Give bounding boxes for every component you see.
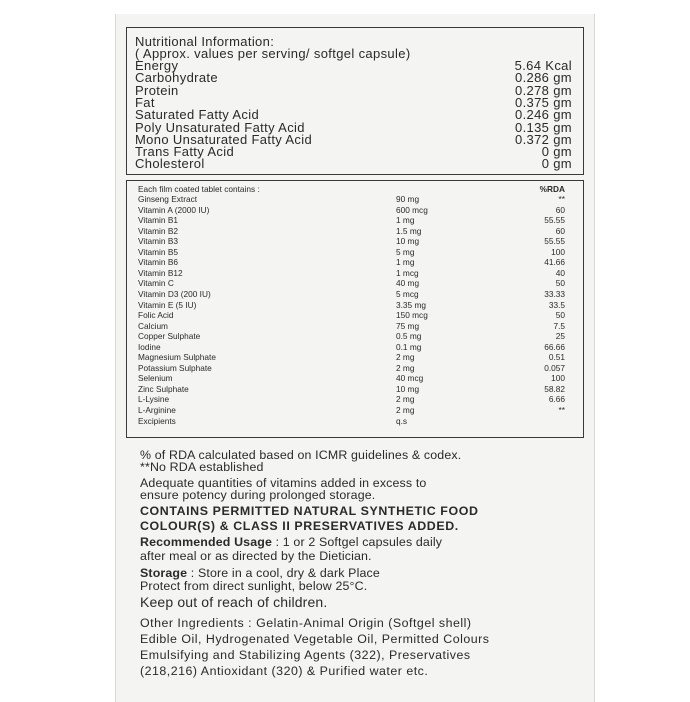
nutrient-name: Fat <box>135 94 155 110</box>
ingredient-name: Calcium <box>138 320 168 331</box>
ingredient-quantity: 5 mg <box>396 246 415 257</box>
other-ingredients-line-4: (218,216) Antioxidant (320) & Purified water etc. <box>140 664 429 678</box>
composition-header: Each film coated tablet contains : <box>138 184 260 194</box>
nutrient-name: Energy <box>135 58 179 73</box>
ingredient-rda: 25 <box>555 331 565 342</box>
ingredient-quantity: 150 mcg <box>396 310 428 321</box>
ingredient-name: Magnesium Sulphate <box>138 352 216 363</box>
nutrient-name: Saturated Fatty Acid <box>135 107 260 123</box>
ingredient-name: Vitamin A (2000 IU) <box>138 204 210 215</box>
ingredient-rda: ** <box>558 194 565 204</box>
no-rda-note: **No RDA established <box>140 460 264 474</box>
ingredient-quantity: 2 mg <box>396 405 415 415</box>
ingredient-quantity: q.s <box>396 415 408 426</box>
nutrient-value: 0 gm <box>541 144 572 160</box>
ingredient-quantity: 2 mg <box>396 394 415 405</box>
nutrient-name: Cholesterol <box>135 156 205 172</box>
nutrient-value: 0.135 gm <box>514 119 572 135</box>
usage-text: : 1 or 2 Softgel capsules daily <box>272 535 443 549</box>
ingredient-quantity: 75 mg <box>396 320 420 331</box>
ingredient-rda: 33.33 <box>544 288 565 299</box>
ingredient-quantity: 1 mg <box>396 215 415 226</box>
other-ingredients-line-2: Edible Oil, Hydrogenated Vegetable Oil, Permitted Colours <box>140 632 490 646</box>
ingredient-name: Zinc Sulphate <box>138 383 189 394</box>
ingredient-quantity: 10 mg <box>396 236 420 247</box>
ingredient-quantity: 10 mg <box>396 383 420 394</box>
ingredient-name: Folic Acid <box>138 310 174 321</box>
ingredient-name: Ginseng Extract <box>138 194 198 204</box>
nutrient-name: Protein <box>135 82 179 98</box>
ingredient-name: L-Arginine <box>138 405 176 415</box>
ingredient-quantity: 3.35 mg <box>396 299 426 310</box>
storage-label: Storage <box>140 566 188 580</box>
ingredient-rda: 58.82 <box>544 383 565 394</box>
ingredient-quantity: 90 mg <box>396 194 420 204</box>
ingredient-name: Vitamin B1 <box>138 215 178 226</box>
warning-line-2: COLOUR(S) & CLASS II PRESERVATIVES ADDED. <box>140 519 459 533</box>
ingredient-rda: 55.55 <box>544 215 565 226</box>
ingredient-rda: 6.66 <box>548 394 565 405</box>
rda-header: %RDA <box>539 184 565 194</box>
rda-note: % of RDA calculated based on ICMR guidelines & codex. <box>140 448 462 462</box>
nutrient-value: 5.64 Kcal <box>514 58 572 73</box>
ingredient-quantity: 2 mg <box>396 362 415 373</box>
ingredient-rda: 50 <box>555 278 565 289</box>
ingredient-name: Copper Sulphate <box>138 331 201 342</box>
ingredient-name: Vitamin B3 <box>138 236 178 247</box>
ingredient-name: Vitamin B2 <box>138 225 178 236</box>
storage-line-2: Protect from direct sunlight, below 25°C. <box>140 579 368 593</box>
nutrient-name: Trans Fatty Acid <box>135 144 235 160</box>
nutrient-value: 0 gm <box>541 156 572 172</box>
ingredient-quantity: 5 mcg <box>396 288 419 299</box>
ingredient-rda: 60 <box>555 204 565 215</box>
nutrient-value: 0.278 gm <box>514 82 572 98</box>
ingredient-quantity: 0.1 mg <box>396 341 422 352</box>
nutrient-value: 0.375 gm <box>514 94 572 110</box>
ingredient-quantity: 40 mcg <box>396 373 424 384</box>
usage-label: Recommended Usage <box>140 535 273 549</box>
ingredient-rda: 60 <box>555 225 565 236</box>
ingredient-rda: ** <box>558 405 565 415</box>
keep-out-of-reach: Keep out of reach of children. <box>140 594 328 610</box>
adequate-note-line-2: ensure potency during prolonged storage. <box>140 488 376 502</box>
ingredient-name: Vitamin D3 (200 IU) <box>138 288 211 299</box>
nutrient-name: Mono Unsaturated Fatty Acid <box>135 131 313 147</box>
ingredient-rda: 0.057 <box>544 362 565 373</box>
storage-text: : Store in a cool, dry & dark Place <box>187 566 380 580</box>
ingredient-rda: 100 <box>551 246 565 257</box>
ingredient-name: L-Lysine <box>138 394 170 405</box>
nutrient-value: 0.246 gm <box>514 107 572 123</box>
other-ingredients-line-1: Other Ingredients : Gelatin-Animal Origin (Softgel shell) <box>140 616 472 630</box>
ingredient-quantity: 600 mcg <box>396 204 428 215</box>
ingredient-name: Excipients <box>138 415 176 426</box>
ingredient-rda: 41.66 <box>544 257 565 268</box>
nutrient-value: 0.372 gm <box>514 131 572 147</box>
ingredient-name: Potassium Sulphate <box>138 362 212 373</box>
other-ingredients-line-3: Emulsifying and Stabilizing Agents (322), Preservatives <box>140 648 471 662</box>
nutrient-name: Poly Unsaturated Fatty Acid <box>135 119 305 135</box>
ingredient-name: Vitamin B6 <box>138 257 178 268</box>
ingredient-rda: 100 <box>551 373 565 384</box>
ingredient-rda: 50 <box>555 310 565 321</box>
ingredient-name: Iodine <box>138 341 161 352</box>
ingredient-quantity: 2 mg <box>396 352 415 363</box>
nutrient-value: 0.286 gm <box>514 70 572 86</box>
ingredient-rda: 40 <box>555 267 565 278</box>
ingredient-quantity: 0.5 mg <box>396 331 422 342</box>
ingredient-quantity: 1 mg <box>396 257 415 268</box>
ingredient-name: Vitamin B12 <box>138 267 183 278</box>
ingredient-rda: 7.5 <box>553 320 565 331</box>
adequate-note-line-1: Adequate quantities of vitamins added in excess to <box>140 476 427 490</box>
usage-line-2: after meal or as directed by the Dietician. <box>140 549 372 563</box>
ingredient-name: Selenium <box>138 373 173 384</box>
ingredient-quantity: 1 mcg <box>396 267 419 278</box>
ingredient-rda: 0.51 <box>548 352 565 363</box>
ingredient-rda: 55.55 <box>544 236 565 247</box>
ingredient-quantity: 40 mg <box>396 278 420 289</box>
ingredient-quantity: 1.5 mg <box>396 225 422 236</box>
ingredient-name: Vitamin C <box>138 278 174 289</box>
usage-line-1 <box>140 536 590 549</box>
ingredient-name: Vitamin E (5 IU) <box>138 299 197 310</box>
warning-line-1: CONTAINS PERMITTED NATURAL SYNTHETIC FOOD <box>140 504 479 518</box>
ingredient-rda: 66.66 <box>544 341 565 352</box>
ingredient-rda: 33.5 <box>548 299 565 310</box>
ingredient-name: Vitamin B5 <box>138 246 178 257</box>
nutrient-name: Carbohydrate <box>135 70 218 86</box>
